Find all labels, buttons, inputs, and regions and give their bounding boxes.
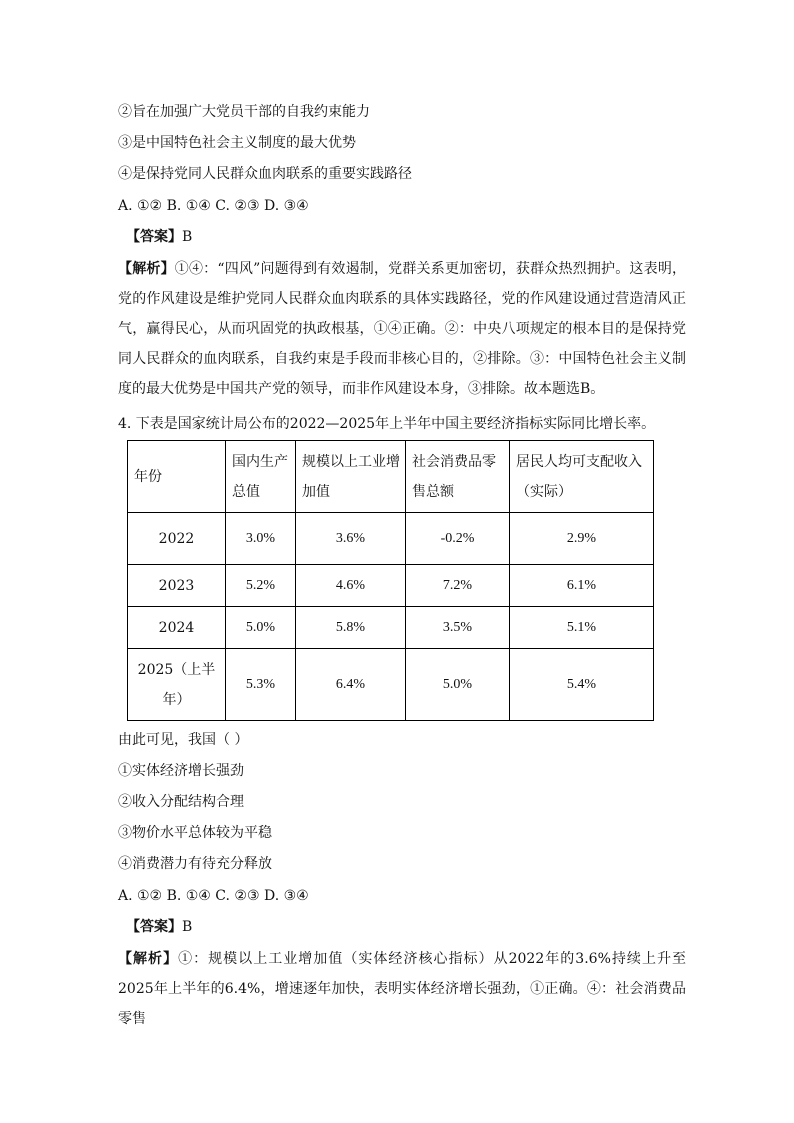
q4-option-2: ②收入分配结构合理 bbox=[118, 794, 244, 810]
cell-value: 5.2% bbox=[226, 565, 296, 607]
cell-value: 5.3% bbox=[226, 649, 296, 721]
cell-year: 2024 bbox=[128, 607, 226, 649]
q4-option-3: ③物价水平总体较为平稳 bbox=[118, 825, 272, 841]
q4-answer-choices: A. ①② B. ①④ C. ②③ D. ③④ bbox=[118, 888, 309, 904]
answer-tag: 【答案】 bbox=[126, 229, 182, 245]
option-2: ②旨在加强广大党员干部的自我约束能力 bbox=[118, 104, 370, 120]
answer-line bbox=[126, 227, 192, 247]
cell-year: 2022 bbox=[128, 513, 226, 565]
cell-value: 5.8% bbox=[296, 607, 406, 649]
option-3: ③是中国特色社会主义制度的最大优势 bbox=[118, 135, 356, 151]
table-header-row bbox=[128, 441, 654, 513]
answer-tag: 【答案】 bbox=[126, 919, 182, 935]
cell-value: 5.0% bbox=[406, 649, 510, 721]
answer-value: B bbox=[182, 229, 193, 245]
question-stem: 4. 下表是国家统计局公布的2022—2025年上半年中国主要经济指标实际同比增长率。 bbox=[118, 416, 656, 432]
cell-year: 2025（上半年） bbox=[128, 649, 226, 721]
table-row bbox=[128, 649, 654, 721]
q4-option-4: ④消费潜力有待充分释放 bbox=[118, 856, 272, 872]
cell-value: 4.6% bbox=[296, 565, 406, 607]
analysis-text: ①：规模以上工业增加值（实体经济核心指标）从2022年的3.6%持续上升至2025年上半年的6.4%，增速逐年加快，表明实体经济增长强劲，①正确。④：社会消费品零售 bbox=[118, 951, 686, 1027]
header-income: 居民人均可支配收入（实际） bbox=[510, 441, 654, 513]
analysis-paragraph bbox=[118, 254, 686, 404]
cell-value: 3.5% bbox=[406, 607, 510, 649]
answer-choices: A. ①② B. ①④ C. ②③ D. ③④ bbox=[118, 198, 309, 214]
q4-analysis-paragraph bbox=[118, 944, 686, 1034]
header-industrial: 规模以上工业增加值 bbox=[296, 441, 406, 513]
cell-value: 5.1% bbox=[510, 607, 654, 649]
q4-option-1: ①实体经济增长强劲 bbox=[118, 763, 244, 779]
cell-value: -0.2% bbox=[406, 513, 510, 565]
cell-year: 2023 bbox=[128, 565, 226, 607]
cell-value: 7.2% bbox=[406, 565, 510, 607]
cell-value: 5.0% bbox=[226, 607, 296, 649]
header-retail: 社会消费品零售总额 bbox=[406, 441, 510, 513]
analysis-text: ①④：“四风”问题得到有效遏制，党群关系更加密切，获群众热烈拥护。这表明，党的作风建设是维护党同人民群众血肉联系的具体实践路径，党的作风建设通过营造清风正气，赢得民心，从而巩固党的执政根基，①④正确。②：中央八项规定的根本目的是保持党同人民群众的血肉联系，自我约束是手段而非核心目的，②排除。③：中国特色社会主义制度的最大优势是中国共产党的领导，而非作风建设本身，③排除。故本题选B。 bbox=[118, 261, 687, 397]
cell-value: 5.4% bbox=[510, 649, 654, 721]
table-row bbox=[128, 607, 654, 649]
header-year: 年份 bbox=[128, 441, 226, 513]
table-row bbox=[128, 565, 654, 607]
analysis-tag: 【解析】 bbox=[118, 951, 179, 967]
cell-value: 3.6% bbox=[296, 513, 406, 565]
header-gdp: 国内生产总值 bbox=[226, 441, 296, 513]
option-4: ④是保持党同人民群众血肉联系的重要实践路径 bbox=[118, 166, 412, 182]
cell-value: 6.4% bbox=[296, 649, 406, 721]
analysis-tag: 【解析】 bbox=[118, 261, 175, 277]
table-row bbox=[128, 513, 654, 565]
cell-value: 6.1% bbox=[510, 565, 654, 607]
q4-answer-line bbox=[126, 917, 192, 937]
question-prompt: 由此可见，我国（ ） bbox=[118, 732, 249, 748]
economic-indicator-table bbox=[127, 440, 654, 721]
answer-value: B bbox=[182, 919, 193, 935]
cell-value: 2.9% bbox=[510, 513, 654, 565]
cell-value: 3.0% bbox=[226, 513, 296, 565]
